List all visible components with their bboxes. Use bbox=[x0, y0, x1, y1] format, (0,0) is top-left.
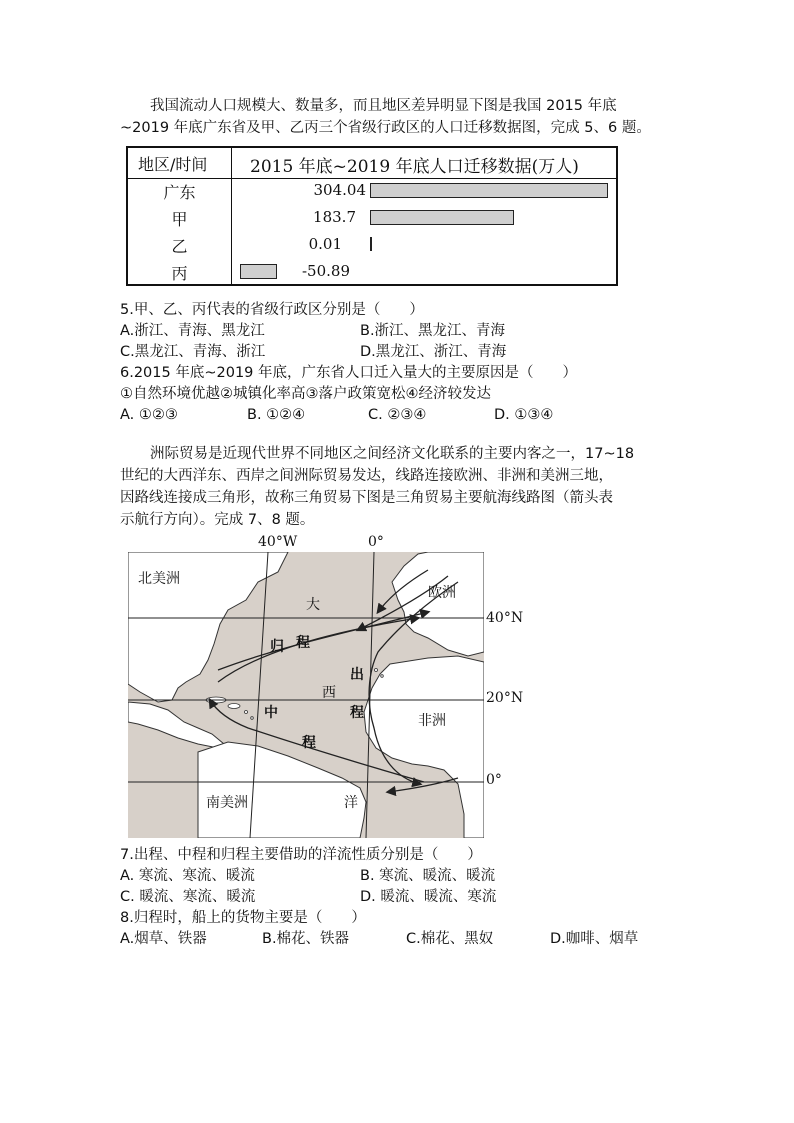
label-mid-zhong: 中 bbox=[264, 705, 278, 721]
label-ocean-da: 大 bbox=[306, 597, 320, 613]
q8-option-a[interactable]: A.烟草、铁器 bbox=[120, 931, 207, 947]
triangle-trade-map bbox=[128, 552, 484, 838]
table-row-region: 甲 bbox=[171, 210, 188, 229]
intro1-line1: 我国流动人口规模大、数量多，而且地区差异明显下图是我国 2015 年底 bbox=[150, 98, 617, 114]
q8-option-b[interactable]: B.棉花、铁器 bbox=[262, 931, 350, 947]
q6-stem: 6.2015 年底~2019 年底，广东省人口迁入量大的主要原因是（ ） bbox=[120, 365, 578, 381]
q8-option-c[interactable]: C.棉花、黑奴 bbox=[406, 931, 494, 947]
label-out-cheng: 程 bbox=[350, 705, 364, 721]
table-col1-header: 地区/时间 bbox=[138, 155, 208, 174]
q6-option-b[interactable]: B. ①②④ bbox=[247, 407, 306, 423]
q8-option-d[interactable]: D.咖啡、烟草 bbox=[550, 931, 639, 947]
table-row-region: 广东 bbox=[163, 183, 196, 202]
table-row-value: 304.04 bbox=[313, 181, 366, 199]
label-return-gui: 归 bbox=[270, 639, 284, 655]
intro2-line4: 示航行方向）。完成 7、8 题。 bbox=[120, 512, 315, 528]
q5-option-a[interactable]: A.浙江、青海、黑龙江 bbox=[120, 323, 265, 339]
label-europe: 欧洲 bbox=[428, 585, 456, 601]
table-row-region: 丙 bbox=[171, 264, 188, 283]
table-row-value: -50.89 bbox=[301, 262, 350, 280]
map-lon-40w: 40°W bbox=[258, 534, 298, 550]
q8-stem: 8.归程时，船上的货物主要是（ ） bbox=[120, 910, 366, 926]
table-divider bbox=[231, 148, 232, 284]
label-return-cheng: 程 bbox=[296, 635, 310, 651]
label-north-america: 北美洲 bbox=[138, 571, 180, 587]
label-south-america: 南美洲 bbox=[206, 795, 248, 811]
table-bar-bing bbox=[240, 264, 277, 279]
map-lat-0: 0° bbox=[486, 772, 502, 788]
intro2-line2: 世纪的大西洋东、西岸之间洲际贸易发达，线路连接欧洲、非洲和美洲三地， bbox=[120, 468, 613, 484]
q6-option-a[interactable]: A. ①②③ bbox=[120, 407, 178, 423]
q7-option-c[interactable]: C. 暖流、寒流、暖流 bbox=[120, 889, 256, 905]
q6-option-d[interactable]: D. ①③④ bbox=[494, 407, 554, 423]
map-lat-40n: 40°N bbox=[486, 610, 524, 626]
table-bar-jia bbox=[370, 210, 514, 225]
label-africa: 非洲 bbox=[418, 713, 446, 729]
label-mid-cheng: 程 bbox=[302, 735, 316, 751]
map-lon-0: 0° bbox=[368, 534, 384, 550]
table-bar-guangdong bbox=[370, 183, 608, 198]
label-out-chu: 出 bbox=[350, 667, 364, 683]
table-row-value: 183.7 bbox=[313, 208, 356, 226]
label-ocean-yang: 洋 bbox=[344, 795, 358, 811]
q5-option-d[interactable]: D.黑龙江、浙江、青海 bbox=[360, 344, 507, 360]
table-row-value: 0.01 bbox=[308, 235, 342, 253]
q7-stem: 7.出程、中程和归程主要借助的洋流性质分别是（ ） bbox=[120, 847, 482, 863]
migration-table bbox=[126, 146, 618, 286]
intro2-line3: 因路线连接成三角形，故称三角贸易下图是三角贸易主要航海线路图（箭头表 bbox=[120, 490, 613, 506]
q7-option-b[interactable]: B. 寒流、暖流、暖流 bbox=[360, 868, 496, 884]
map-lat-20n: 20°N bbox=[486, 690, 524, 706]
q7-option-d[interactable]: D. 暖流、暖流、寒流 bbox=[360, 889, 497, 905]
intro1-line2: ~2019 年底广东省及甲、乙丙三个省级行政区的人口迁移数据图，完成 5、6 题。 bbox=[120, 120, 651, 136]
q6-items: ①自然环境优越②城镇化率高③落户政策宽松④经济较发达 bbox=[120, 386, 491, 402]
q5-option-b[interactable]: B.浙江、黑龙江、青海 bbox=[360, 323, 506, 339]
table-row-region: 乙 bbox=[171, 237, 188, 256]
table-bar-yi bbox=[370, 237, 372, 251]
q5-stem: 5.甲、乙、丙代表的省级行政区分别是（ ） bbox=[120, 302, 424, 318]
intro2-line1: 洲际贸易是近现代世界不同地区之间经济文化联系的主要内客之一，17~18 bbox=[150, 446, 635, 462]
label-ocean-xi: 西 bbox=[322, 685, 336, 701]
q5-option-c[interactable]: C.黑龙江、青海、浙江 bbox=[120, 344, 266, 360]
q6-option-c[interactable]: C. ②③④ bbox=[368, 407, 427, 423]
table-col2-header: 2015 年底~2019 年底人口迁移数据(万人) bbox=[250, 157, 579, 177]
q7-option-a[interactable]: A. 寒流、寒流、暖流 bbox=[120, 868, 255, 884]
